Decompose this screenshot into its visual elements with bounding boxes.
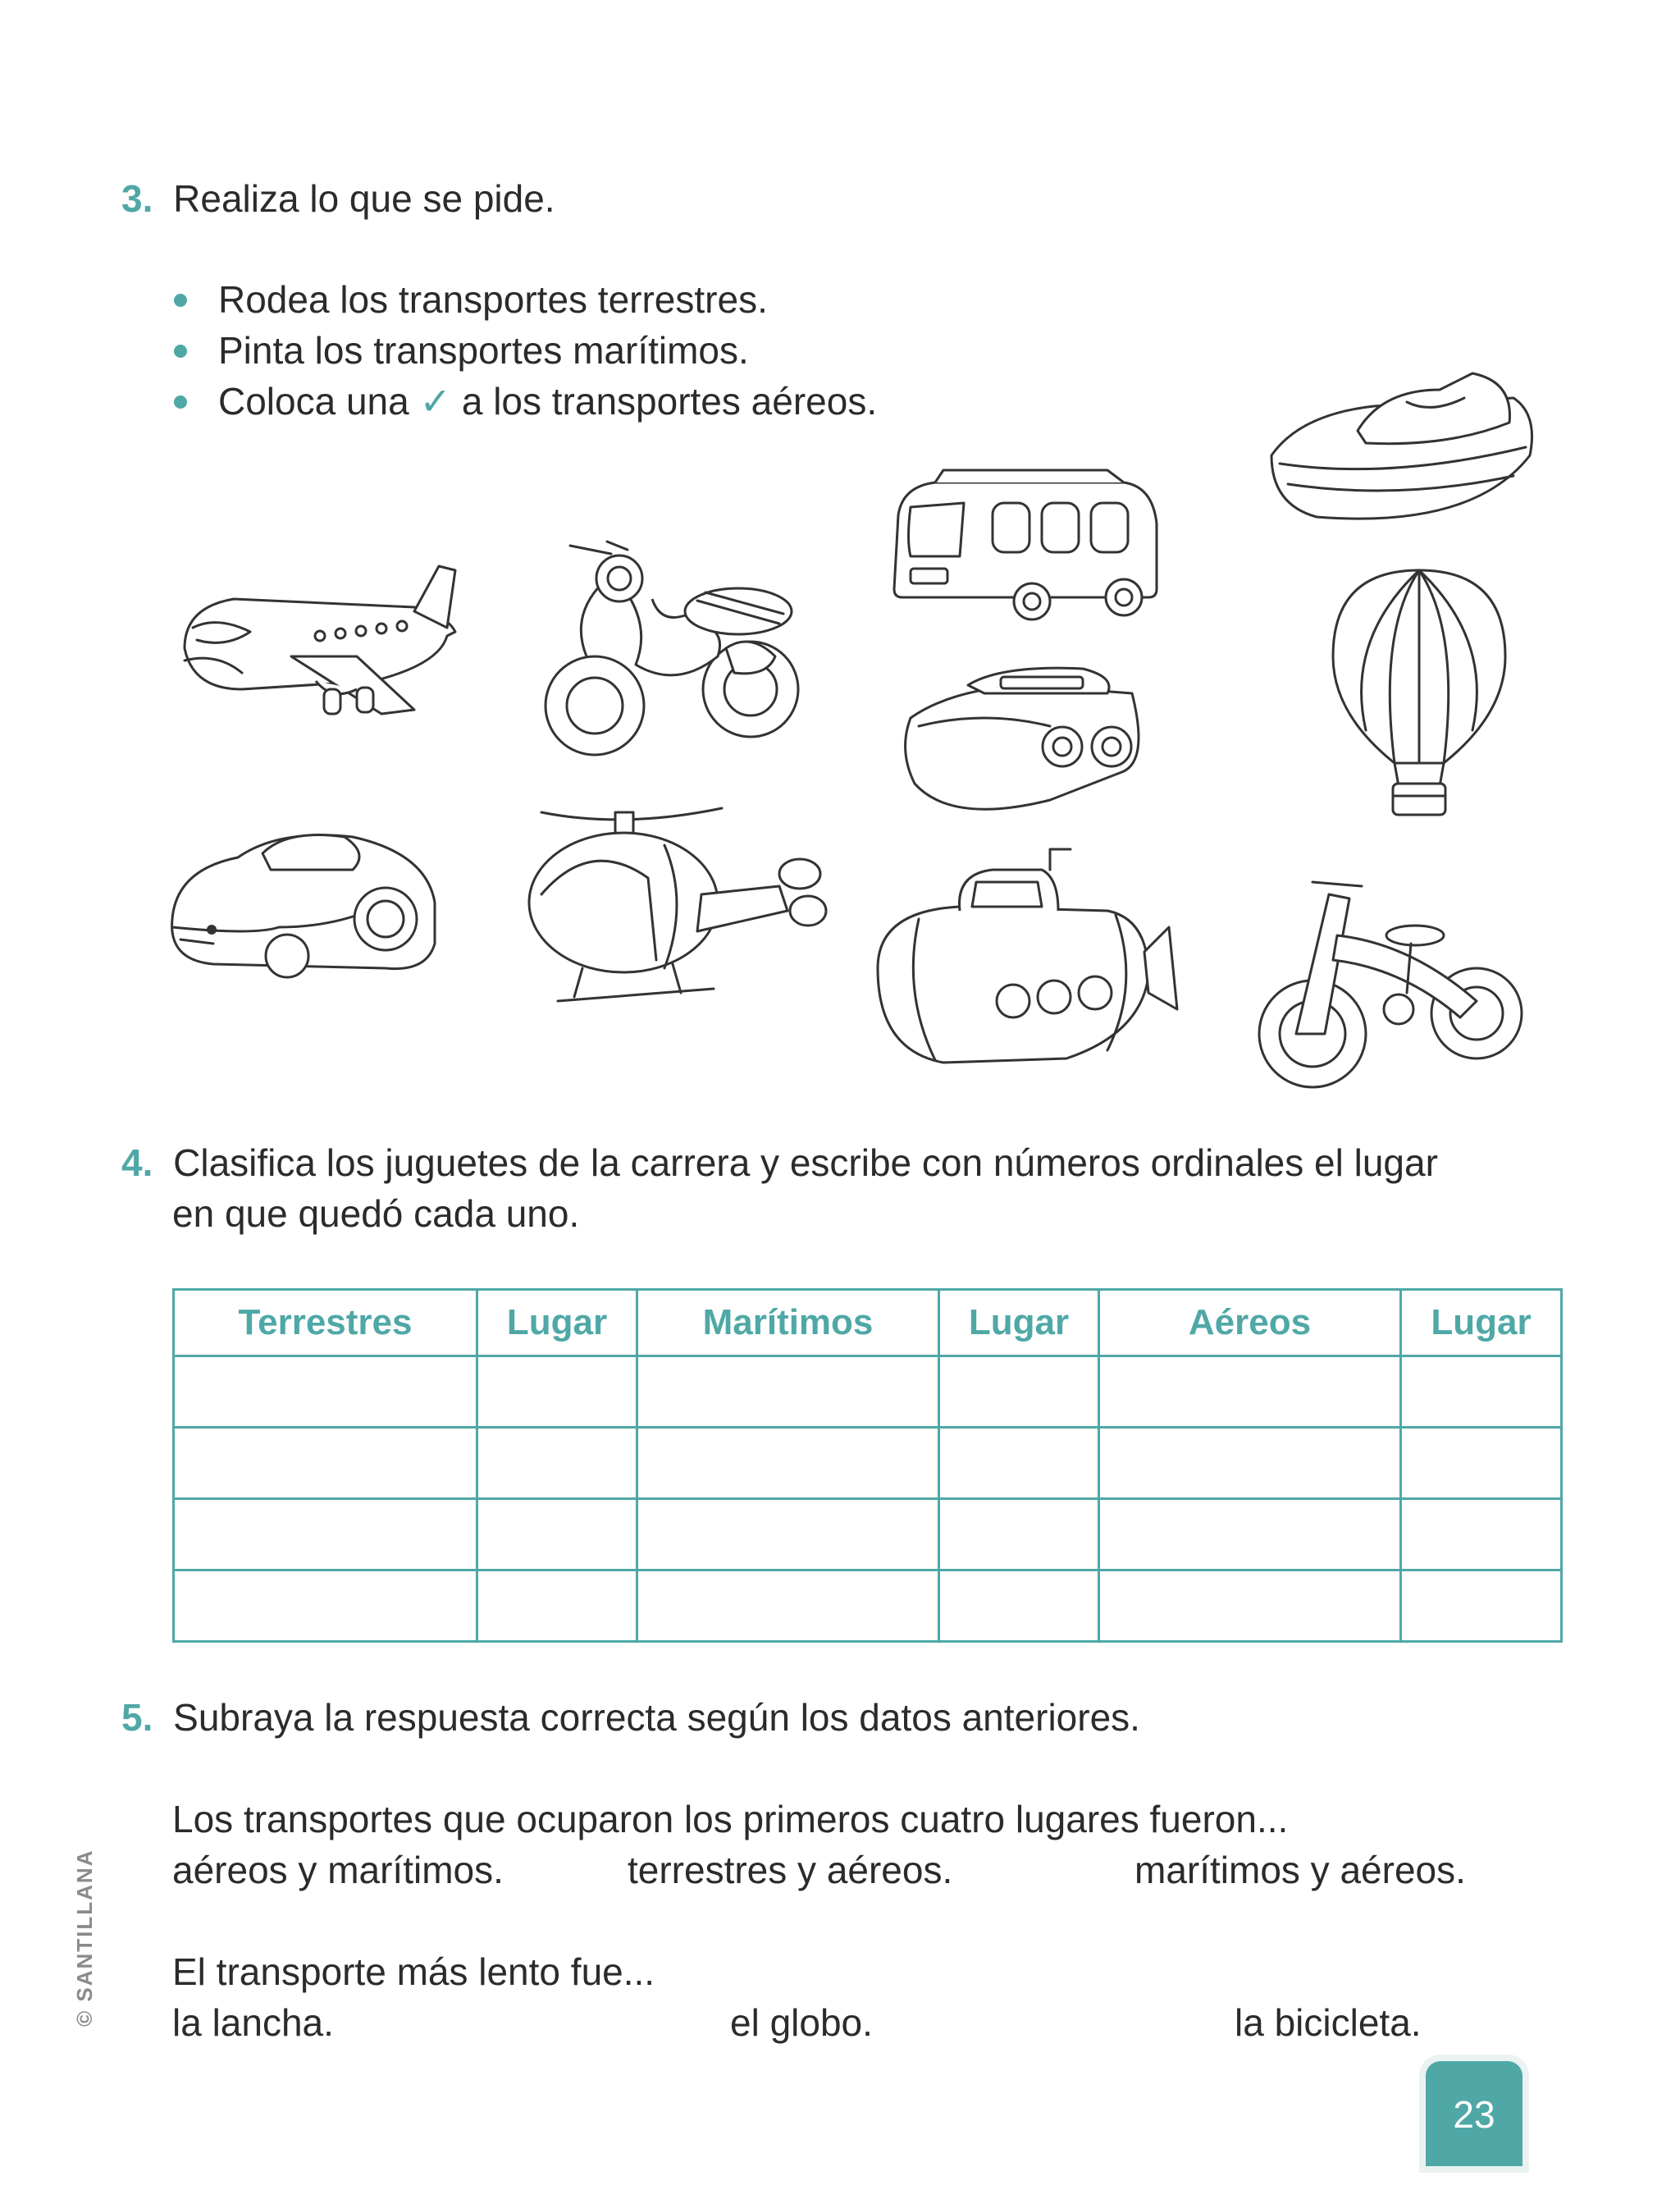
bullet-icon — [174, 395, 187, 409]
table-cell[interactable] — [477, 1428, 637, 1499]
question-4-line-2: en que quedó cada uno. — [172, 1192, 580, 1235]
header-aereos: Aéreos — [1099, 1290, 1401, 1356]
table-row — [174, 1499, 1562, 1570]
table-row — [174, 1356, 1562, 1428]
bullet-item-check-air — [174, 376, 877, 427]
option-el-globo[interactable]: el globo. — [730, 2001, 873, 2044]
motorboat-illustration[interactable] — [1267, 365, 1538, 529]
option-terrestres-aereos[interactable]: terrestres y aéreos. — [628, 1849, 953, 1891]
table-cell[interactable] — [1401, 1570, 1562, 1642]
question-5-number: 5. — [121, 1696, 153, 1739]
header-lugar-aereos: Lugar — [1401, 1290, 1562, 1356]
table-cell[interactable] — [1099, 1570, 1401, 1642]
table-cell[interactable] — [477, 1499, 637, 1570]
table-cell[interactable] — [637, 1428, 939, 1499]
table-cell[interactable] — [174, 1356, 477, 1428]
table-cell[interactable] — [174, 1428, 477, 1499]
table-row — [174, 1428, 1562, 1499]
header-lugar-terrestres: Lugar — [477, 1290, 637, 1356]
bullet-item-circle-land — [174, 274, 768, 325]
table-cell[interactable] — [477, 1570, 637, 1642]
option-aereos-maritimos[interactable]: aéreos y marítimos. — [172, 1849, 504, 1891]
table-row — [174, 1570, 1562, 1642]
table-cell[interactable] — [174, 1499, 477, 1570]
table-cell[interactable] — [1099, 1428, 1401, 1499]
helicopter-illustration[interactable] — [525, 796, 837, 1022]
table-cell[interactable] — [1401, 1428, 1562, 1499]
ship-illustration[interactable] — [902, 661, 1148, 821]
question-4-title — [121, 1137, 1438, 1188]
table-cell[interactable] — [637, 1499, 939, 1570]
hot-air-balloon-illustration[interactable] — [1329, 566, 1509, 821]
airplane-illustration[interactable] — [168, 558, 492, 738]
car-illustration[interactable] — [164, 821, 443, 985]
stem-first-places: Los transportes que ocuparon los primeros cuatro lugares fueron... — [172, 1798, 1289, 1840]
option-la-bicicleta[interactable]: la bicicleta. — [1235, 2001, 1422, 2044]
question-5-instruction: Subraya la respuesta correcta según los datos anteriores. — [173, 1696, 1140, 1739]
table-cell[interactable] — [939, 1428, 1099, 1499]
bullet-item-paint-sea — [174, 325, 749, 376]
table-cell[interactable] — [1099, 1499, 1401, 1570]
bullet-text: Pinta los transportes marítimos. — [218, 329, 749, 372]
option-la-lancha[interactable]: la lancha. — [172, 2001, 334, 2044]
table-cell[interactable] — [637, 1356, 939, 1428]
header-lugar-maritimos: Lugar — [939, 1290, 1099, 1356]
header-terrestres: Terrestres — [174, 1290, 477, 1356]
table-cell[interactable] — [1099, 1356, 1401, 1428]
bullet-text: a los transportes aéreos. — [461, 380, 878, 423]
table-cell[interactable] — [939, 1356, 1099, 1428]
stem-slowest: El transporte más lento fue... — [172, 1950, 655, 1993]
table-cell[interactable] — [1401, 1499, 1562, 1570]
question-3-title — [121, 173, 555, 224]
table-cell[interactable] — [477, 1356, 637, 1428]
table-cell[interactable] — [939, 1570, 1099, 1642]
bus-illustration[interactable] — [886, 466, 1165, 622]
table-cell[interactable] — [637, 1570, 939, 1642]
classification-table — [172, 1288, 1563, 1643]
table-cell[interactable] — [939, 1499, 1099, 1570]
bullet-icon — [174, 294, 187, 307]
page-number: 23 — [1426, 2061, 1522, 2166]
motorcycle-illustration[interactable] — [537, 533, 808, 763]
question-3-number: 3. — [121, 177, 153, 220]
bullet-icon — [174, 345, 187, 358]
bullet-text: Coloca una — [218, 380, 409, 423]
table-cell[interactable] — [1401, 1356, 1562, 1428]
question-4-line-1: Clasifica los juguetes de la carrera y escribe con números ordinales el lugar — [173, 1141, 1438, 1184]
question-5-title — [121, 1692, 1140, 1743]
question-4-number: 4. — [121, 1141, 153, 1184]
question-3-instruction: Realiza lo que se pide. — [173, 177, 555, 220]
table-cell[interactable] — [174, 1570, 477, 1642]
table-header-row — [174, 1290, 1562, 1356]
submarine-illustration[interactable] — [870, 845, 1185, 1087]
checkmark-icon: ✓ — [419, 380, 452, 423]
option-maritimos-aereos[interactable]: marítimos y aéreos. — [1134, 1849, 1466, 1891]
publisher-brand: © SANTILLANA — [72, 1849, 97, 2027]
bicycle-illustration[interactable] — [1247, 870, 1530, 1095]
bullet-text: Rodea los transportes terrestres. — [218, 278, 768, 321]
header-maritimos: Marítimos — [637, 1290, 939, 1356]
